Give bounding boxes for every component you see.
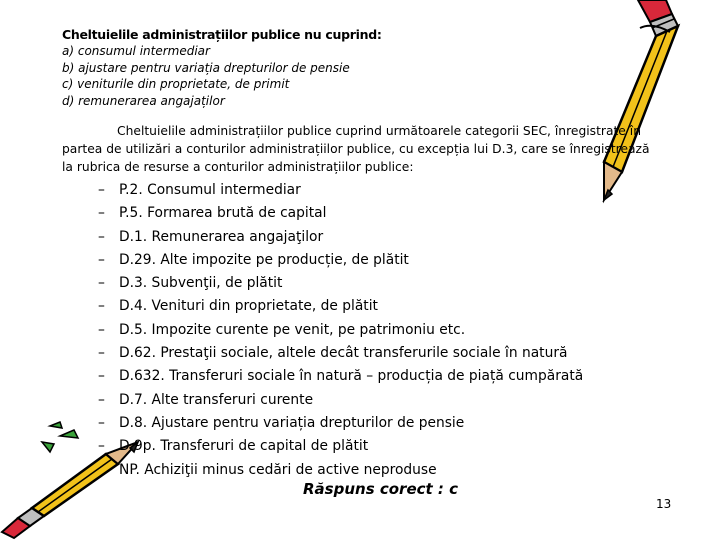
list-item-text: D.632. Transferuri sociale în natură – producția de piață cumpărată xyxy=(119,368,584,385)
dash-bullet: – xyxy=(98,391,105,408)
question-option-b: b) ajustare pentru variația drepturilor de pensie xyxy=(62,60,350,75)
list-item-text: D.7. Alte transferuri curente xyxy=(119,391,314,408)
dash-bullet: – xyxy=(98,251,105,268)
dash-bullet: – xyxy=(98,368,105,385)
list-item-text: D.5. Impozite curente pe venit, pe patrimoniu etc. xyxy=(119,321,466,338)
list-item-text: D.4. Venituri din proprietate, de plătit xyxy=(119,298,378,315)
page-number: 13 xyxy=(656,497,672,511)
question-option-d: d) remunerarea angajaților xyxy=(62,93,225,108)
dash-bullet: – xyxy=(98,298,105,315)
dash-bullet: – xyxy=(98,228,105,245)
dash-bullet: – xyxy=(98,414,105,431)
correct-answer: Răspuns corect : c xyxy=(303,480,459,498)
question-block xyxy=(62,26,622,109)
question-title: Cheltuielile administrațiilor publice nu cuprind: xyxy=(62,27,382,42)
dash-bullet: – xyxy=(98,205,105,222)
dash-bullet: – xyxy=(98,321,105,338)
list-item-text: D.1. Remunerarea angajaţilor xyxy=(119,228,324,245)
question-option-a: a) consumul intermediar xyxy=(62,44,210,58)
list-item-text: NP. Achiziţii minus cedări de active neproduse xyxy=(119,461,437,478)
list-item-text: D.8. Ajustare pentru variația drepturilor de pensie xyxy=(119,414,465,431)
question-option-c: c) veniturile din proprietate, de primit xyxy=(62,77,290,91)
list-item-text: P.5. Formarea brută de capital xyxy=(119,205,327,222)
dash-bullet: – xyxy=(98,438,105,455)
list-item-text: D.3. Subvenţii, de plătit xyxy=(119,275,283,292)
dash-bullet: – xyxy=(98,275,105,292)
list-item-text: D.62. Prestaţii sociale, altele decât transferurile sociale în natură xyxy=(119,345,568,362)
list-item-text: D.9p. Transferuri de capital de plătit xyxy=(119,438,369,455)
list-item-text: P.2. Consumul intermediar xyxy=(119,182,301,198)
intro-paragraph: Cheltuielile administrațiilor publice cuprind următoarele categorii SEC, înregistrate în partea de utilizări a conturilor administrațiilor publice, cu excepția lui D.3, care se înregistrează la rubrica de resurse a conturilor administrațiilor publice: xyxy=(62,124,650,174)
dash-bullet: – xyxy=(98,345,105,362)
dash-bullet: – xyxy=(98,182,105,198)
list-item-text: D.29. Alte impozite pe producție, de plătit xyxy=(119,251,409,268)
